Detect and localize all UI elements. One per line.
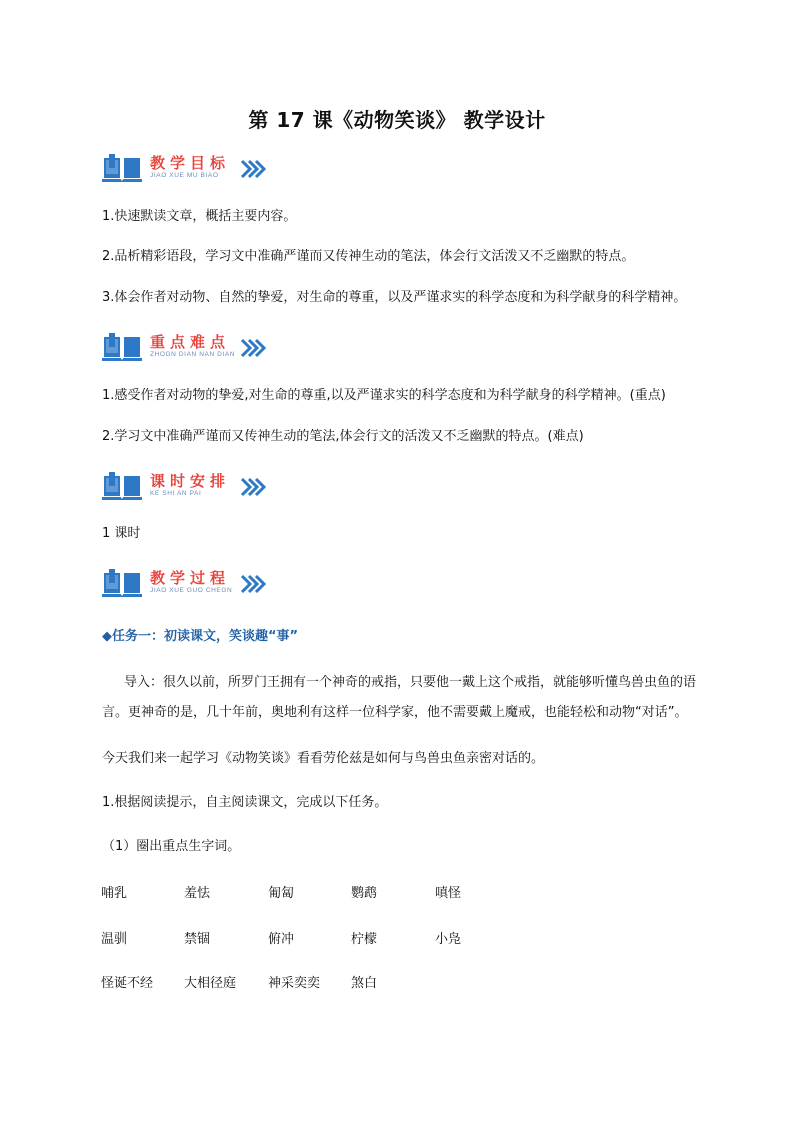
section-title: 教学过程	[150, 569, 231, 587]
section-pinyin: JIAO XUE GUO CHEGN	[150, 587, 233, 594]
section-pinyin: ZHOGN DIAN NAN DIAN	[150, 351, 236, 358]
section-pinyin: KE SHI AN PAI	[150, 490, 202, 497]
chevrons-icon	[240, 574, 266, 594]
section-header-schedule	[102, 470, 302, 504]
chevrons-icon	[240, 159, 266, 179]
vocab-word: 柠檬	[351, 932, 378, 947]
vocab-word: 羞怯	[184, 886, 211, 901]
key-point-item: 2.学习文中准确严谨而又传神生动的笔法,体会行文的活泼又不乏幽默的特点。(难点)	[102, 429, 584, 444]
vocab-word: 匍匐	[268, 886, 295, 901]
key-point-item: 1.感受作者对动物的挚爱,对生命的尊重,以及严谨求实的科学态度和为科学献身的科学精神。(重点)	[102, 388, 666, 403]
page-title: 第 17 课《动物笑谈》 教学设计	[248, 108, 546, 132]
section-pinyin: JIAO XUE MU BIAO	[150, 172, 219, 179]
goal-item: 2.品析精彩语段，学习文中准确严谨而又传神生动的笔法，体会行文活泼又不乏幽默的特点。	[102, 249, 635, 264]
section-title: 教学目标	[150, 154, 231, 172]
vocab-word: 怪诞不经	[101, 976, 154, 991]
book-icon	[102, 154, 142, 182]
intro-paragraph-line: 导入：很久以前，所罗门王拥有一个神奇的戒指，只要他一戴上这个戒指，就能够听懂鸟兽虫鱼的语	[124, 675, 697, 690]
section-title: 重点难点	[150, 333, 231, 351]
vocab-word: 小凫	[435, 932, 462, 947]
section-header-process	[102, 567, 302, 601]
goal-item: 1.快速默读文章，概括主要内容。	[102, 209, 297, 224]
section-title: 课时安排	[150, 472, 231, 490]
vocab-word: 神采奕奕	[268, 976, 321, 991]
chevrons-icon	[240, 477, 266, 497]
vocab-word: 禁锢	[184, 932, 211, 947]
book-icon	[102, 333, 142, 361]
vocab-word: 煞白	[351, 976, 378, 991]
vocab-word: 鹦鹉	[351, 886, 378, 901]
task-heading: ◆任务一：初读课文，笑谈趣“事”	[102, 629, 299, 644]
intro-paragraph-line: 言。更神奇的是，几十年前，奥地利有这样一位科学家，他不需要戴上魔戒，也能轻松和动物“对话”。	[102, 705, 688, 720]
goal-item: 3.体会作者对动物、自然的挚爱，对生命的尊重，以及严谨求实的科学态度和为科学献身的科学精神。	[102, 290, 687, 305]
schedule-text: 1 课时	[102, 526, 141, 541]
section-header-key-points	[102, 331, 302, 365]
section-header-goals	[102, 152, 302, 186]
step-instruction: 1.根据阅读提示，自主阅读课文，完成以下任务。	[102, 795, 388, 810]
today-paragraph: 今天我们来一起学习《动物笑谈》看看劳伦兹是如何与鸟兽虫鱼亲密对话的。	[102, 751, 545, 766]
vocab-word: 嗔怪	[435, 886, 462, 901]
book-icon	[102, 569, 142, 597]
vocab-word: 俯冲	[268, 932, 295, 947]
book-icon	[102, 472, 142, 500]
chevrons-icon	[240, 338, 266, 358]
vocab-word: 哺乳	[101, 886, 128, 901]
vocab-word: 大相径庭	[184, 976, 237, 991]
vocab-word: 温驯	[101, 932, 128, 947]
sub-instruction: （1）圈出重点生字词。	[102, 839, 241, 854]
